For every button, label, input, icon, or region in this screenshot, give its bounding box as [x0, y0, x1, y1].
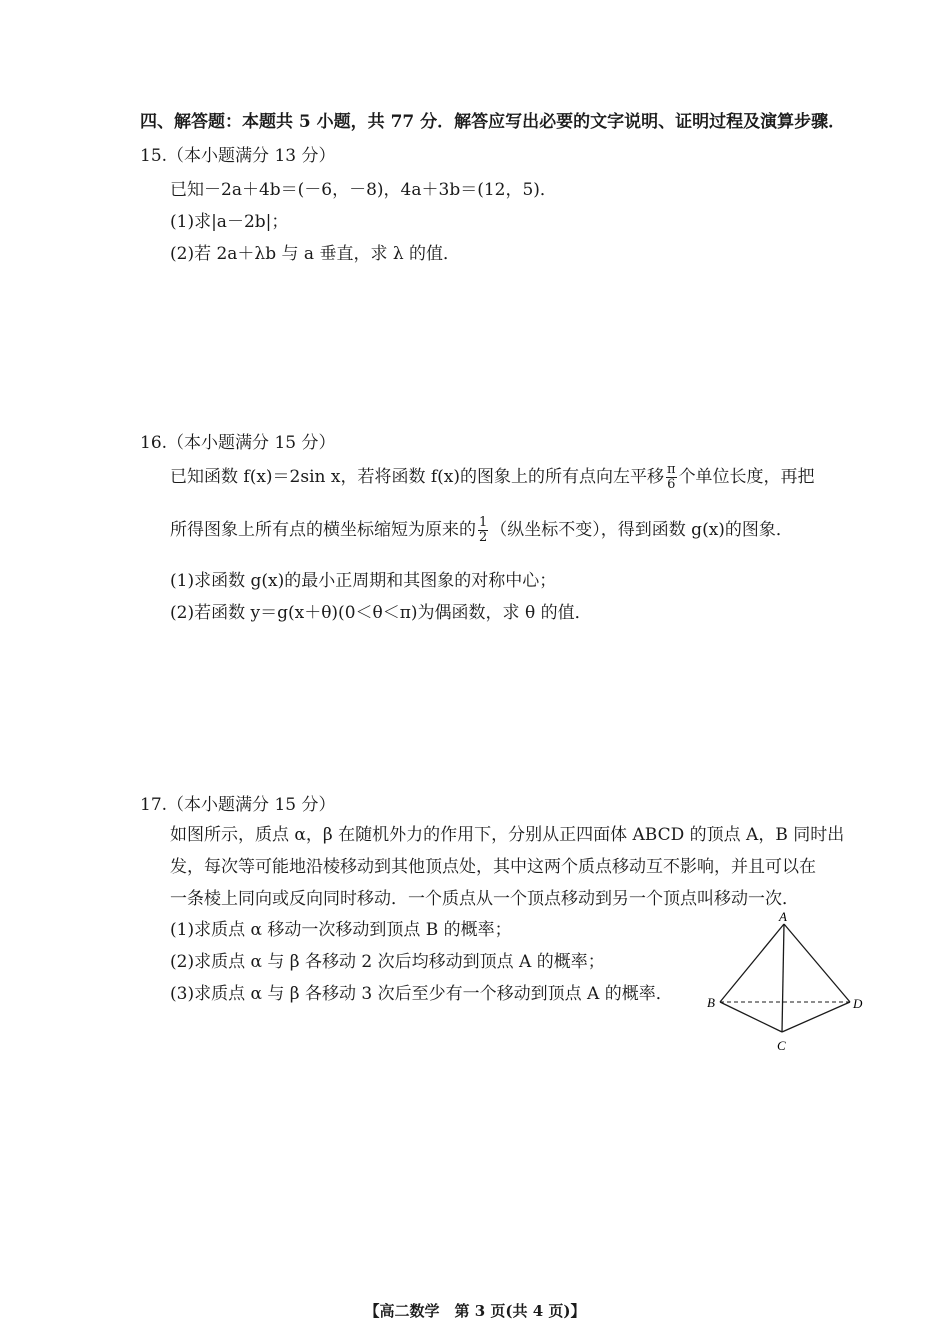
page-footer: 【高二数学 第 3 页(共 4 页)】 [364, 1302, 586, 1320]
q16-stem2-b: （纵坐标不变），得到函数 g(x)的图象． [490, 520, 793, 540]
vertex-label-d: D [853, 996, 863, 1011]
q16-frac2-numerator: 1 [479, 515, 488, 530]
q15-header: 15.（本小题满分 13 分） [140, 146, 336, 166]
vertex-label-c: C [777, 1038, 786, 1053]
q16-stem2-a: 所得图象上所有点的横坐标缩短为原来的 [170, 520, 476, 540]
q17-part2: (2)求质点 α 与 β 各移动 2 次后均移动到顶点 A 的概率； [170, 952, 605, 972]
q17-stem-line3: 一条棱上同向或反向同时移动．一个质点从一个顶点移动到另一个顶点叫移动一次． [170, 889, 799, 909]
q15-part1: (1)求|a－2b|； [170, 212, 289, 232]
q15-stem: 已知－2a＋4b＝(－6，－8)，4a＋3b＝(12，5)． [170, 180, 557, 200]
tetrahedron-figure [705, 908, 865, 1058]
q16-stem-line1 [170, 462, 815, 492]
vertex-label-a: A [779, 909, 787, 924]
edge-ac [782, 924, 784, 1032]
edge-ab [720, 924, 784, 1002]
q17-stem-line2: 发，每次等可能地沿棱移动到其他顶点处，其中这两个质点移动互不影响，并且可以在 [170, 857, 816, 877]
q16-stem1-a: 已知函数 f(x)＝2sin x，若将函数 f(x)的图象上的所有点向左平移 [170, 467, 665, 487]
edge-cd [782, 1002, 850, 1032]
q17-header: 17.（本小题满分 15 分） [140, 795, 336, 815]
q16-stem-line2 [170, 515, 793, 545]
q16-fraction-one-half [478, 516, 488, 545]
q16-fraction-pi-over-6 [666, 463, 677, 492]
q16-stem1-b: 个单位长度，再把 [678, 467, 815, 487]
edge-bc [720, 1002, 782, 1032]
q17-part1: (1)求质点 α 移动一次移动到顶点 B 的概率； [170, 920, 512, 940]
q16-frac1-denominator: 6 [667, 477, 676, 492]
q17-stem-line1: 如图所示，质点 α，β 在随机外力的作用下，分别从正四面体 ABCD 的顶点 A，B 同时出 [170, 825, 845, 845]
vertex-label-b: B [707, 995, 715, 1010]
q16-header: 16.（本小题满分 15 分） [140, 433, 336, 453]
q15-part2: (2)若 2a＋λb 与 a 垂直，求 λ 的值． [170, 244, 461, 264]
q17-part3: (3)求质点 α 与 β 各移动 3 次后至少有一个移动到顶点 A 的概率． [170, 984, 673, 1004]
q16-frac1-numerator: π [667, 462, 676, 477]
edge-ad [784, 924, 850, 1002]
q16-part2: (2)若函数 y＝g(x＋θ)(0＜θ＜π)为偶函数，求 θ 的值． [170, 603, 592, 623]
section-heading: 四、解答题：本题共 5 小题，共 77 分．解答应写出必要的文字说明、证明过程及演算步骤． [140, 112, 846, 132]
q16-frac2-denominator: 2 [479, 530, 488, 545]
q16-part1: (1)求函数 g(x)的最小正周期和其图象的对称中心； [170, 571, 557, 591]
